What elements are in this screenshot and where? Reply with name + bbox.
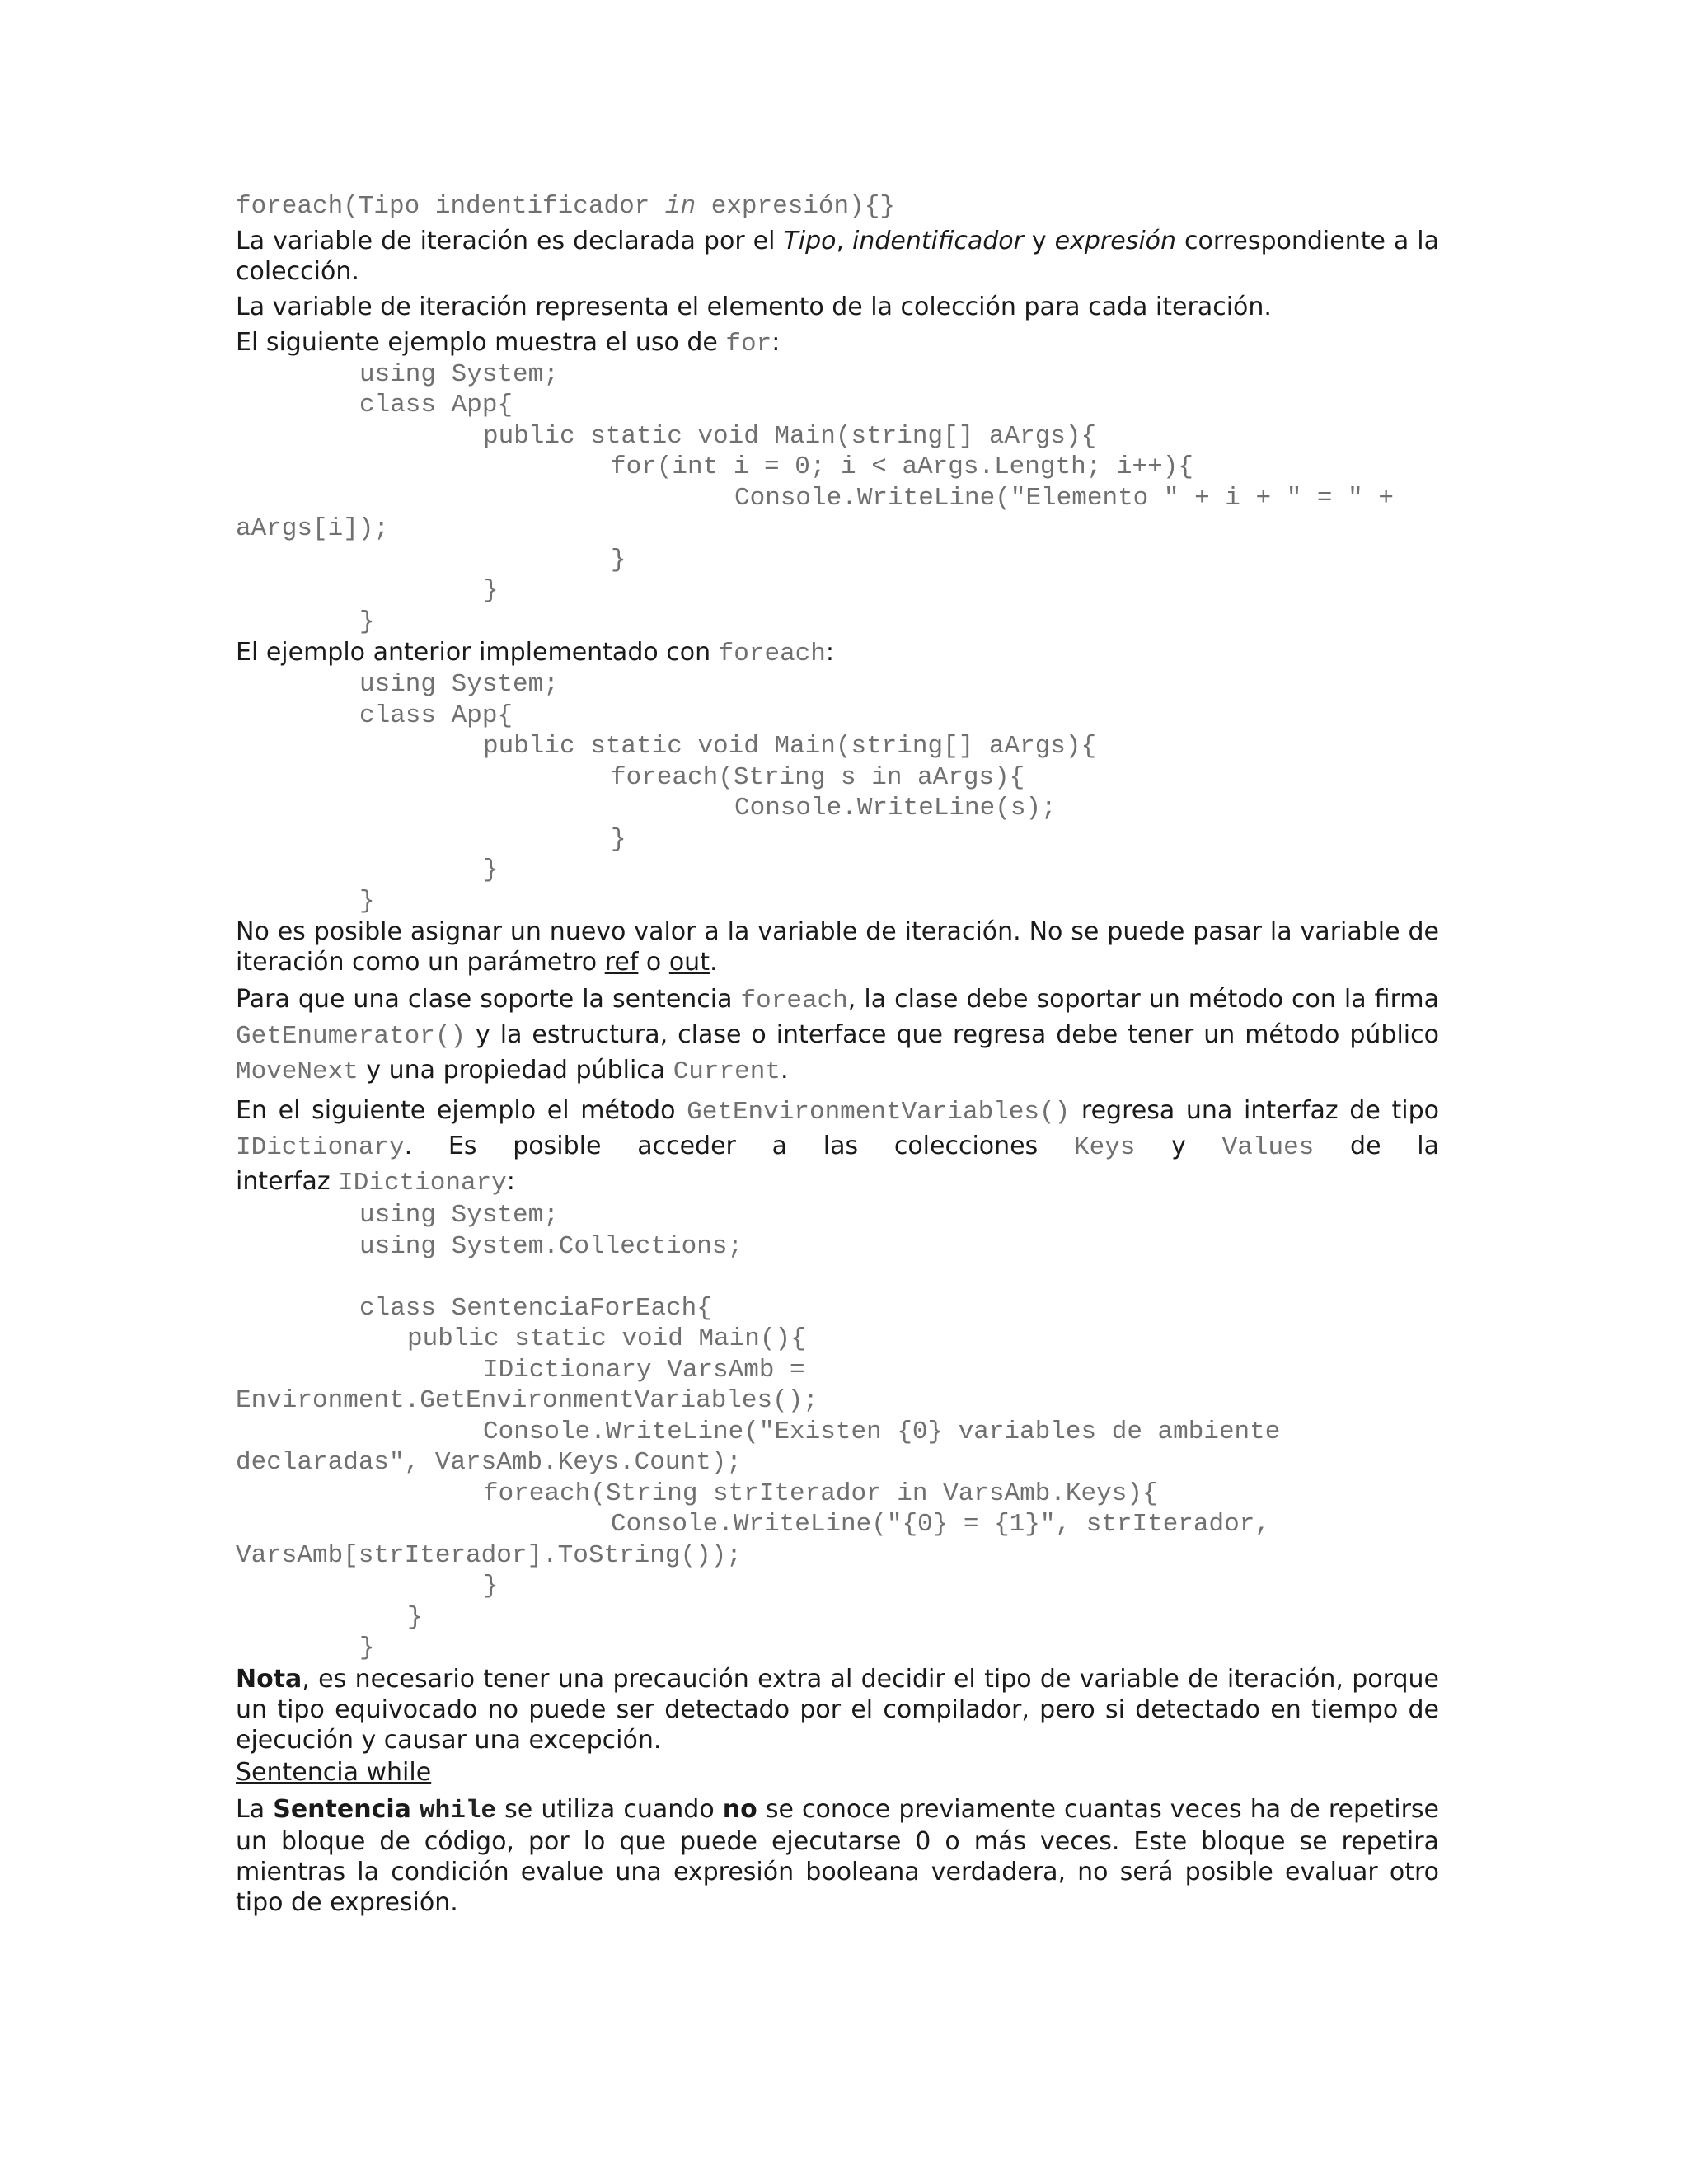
code-line: public static void Main(){ (407, 1324, 806, 1353)
syntax-in-keyword: in (664, 192, 696, 221)
paragraph-iteration-element: La variable de iteración representa el elemento de la colección para cada iteración. (236, 292, 1272, 321)
code-line: IDictionary VarsAmb = (483, 1355, 805, 1385)
foreach-syntax (236, 191, 1439, 223)
code-block-idictionary (236, 1200, 1439, 1664)
paragraph-for-example-intro: El siguiente ejemplo muestra el uso de for: (236, 327, 781, 359)
paragraph-no-assign: No es posible asignar un nuevo valor a la variable de iteración. No se puede pasar la variable de iteración como un parámetro ref o out. (236, 917, 1439, 977)
code-line: class App{ (359, 391, 513, 419)
code-line: Console.WriteLine(s); (734, 794, 1057, 823)
code-line: Console.WriteLine("Existen {0} variables de ambiente (483, 1417, 1281, 1446)
code-line: } (611, 824, 626, 854)
paragraph-idictionary (236, 1094, 1439, 1200)
code-block-for (236, 359, 1439, 638)
code-line: aArgs[i]); (236, 514, 390, 543)
code-line: public static void Main(string[] aArgs){ (483, 421, 1097, 451)
code-line: } (611, 545, 626, 574)
code-line: Console.WriteLine("Elemento " + i + " = " + (734, 483, 1394, 513)
nota-label: Nota (236, 1664, 302, 1694)
code-line: foreach(String s in aArgs){ (611, 762, 1025, 792)
code-line: using System; (359, 670, 559, 699)
paragraph-nota: Nota, es necesario tener una precaución extra al decidir el tipo de variable de iteración, porque un tipo equivocado no puede ser detectado por el compilador, pero si detectado en tiempo de ejecución y causar una excepción. (236, 1664, 1439, 1755)
code-line: public static void Main(string[] aArgs){ (483, 732, 1097, 761)
code-line: declaradas", VarsAmb.Keys.Count); (236, 1448, 742, 1477)
heading-sentencia-while: Sentencia while (236, 1757, 432, 1787)
code-line: } (483, 1572, 499, 1601)
code-line: Environment.GetEnvironmentVariables(); (236, 1386, 818, 1415)
paragraph-idictionary-end: interfaz IDictionary: (236, 1167, 515, 1197)
document-body (236, 191, 1439, 1918)
paragraph-getenumerator: Para que una clase soporte la sentencia foreach, la clase debe soportar un método con la firma GetEnumerator() y la estructura, clase o interface que regresa debe tener un método público MoveNext y una propiedad pública Current. (236, 985, 1439, 1086)
code-line: } (483, 576, 499, 605)
code-line: VarsAmb[strIterador].ToString()); (236, 1540, 742, 1570)
code-line (236, 1262, 1439, 1293)
code-line: } (359, 1633, 375, 1662)
paragraph-iteration-variable: La variable de iteración es declarada por el Tipo, indentificador y expresión correspondiente a la colección. (236, 226, 1440, 286)
paragraph-foreach-example-intro: El ejemplo anterior implementado con foreach: (236, 638, 834, 668)
code-line: using System; (359, 1201, 559, 1230)
code-block-foreach (236, 669, 1439, 916)
code-line: class App{ (359, 701, 513, 730)
code-line: using System.Collections; (359, 1231, 743, 1261)
code-line: class SentenciaForEach{ (359, 1293, 712, 1323)
code-line: } (359, 607, 375, 636)
paragraph-while: La Sentencia while se utiliza cuando no se conoce previamente cuantas veces ha de repetirse un bloque de código, por lo que puede ejecutarse 0 o más veces. Este bloque se repetira mientras la condición evalue una expresión booleana verdadera, no será posible evaluar otro tipo de expresión. (236, 1794, 1439, 1917)
code-line: using System; (359, 359, 559, 389)
ref-link[interactable]: ref (604, 948, 639, 977)
syntax-pre: foreach(Tipo indentificador (236, 192, 665, 221)
out-link[interactable]: out (668, 948, 710, 977)
code-line: } (359, 886, 375, 916)
code-line: } (483, 855, 499, 884)
syntax-post: expresión){} (696, 192, 895, 221)
code-line: Console.WriteLine("{0} = {1}", strIterador, (611, 1510, 1270, 1539)
paragraph-idictionary-main: En el siguiente ejemplo el método GetEnvironmentVariables() regresa una interfaz de tipo IDictionary. Es posible acceder a las colecciones Keys y Values de la (236, 1096, 1440, 1162)
code-line: foreach(String strIterador in VarsAmb.Keys){ (483, 1479, 1158, 1508)
code-line: } (407, 1602, 423, 1632)
code-line: for(int i = 0; i < aArgs.Length; i++){ (611, 452, 1193, 481)
